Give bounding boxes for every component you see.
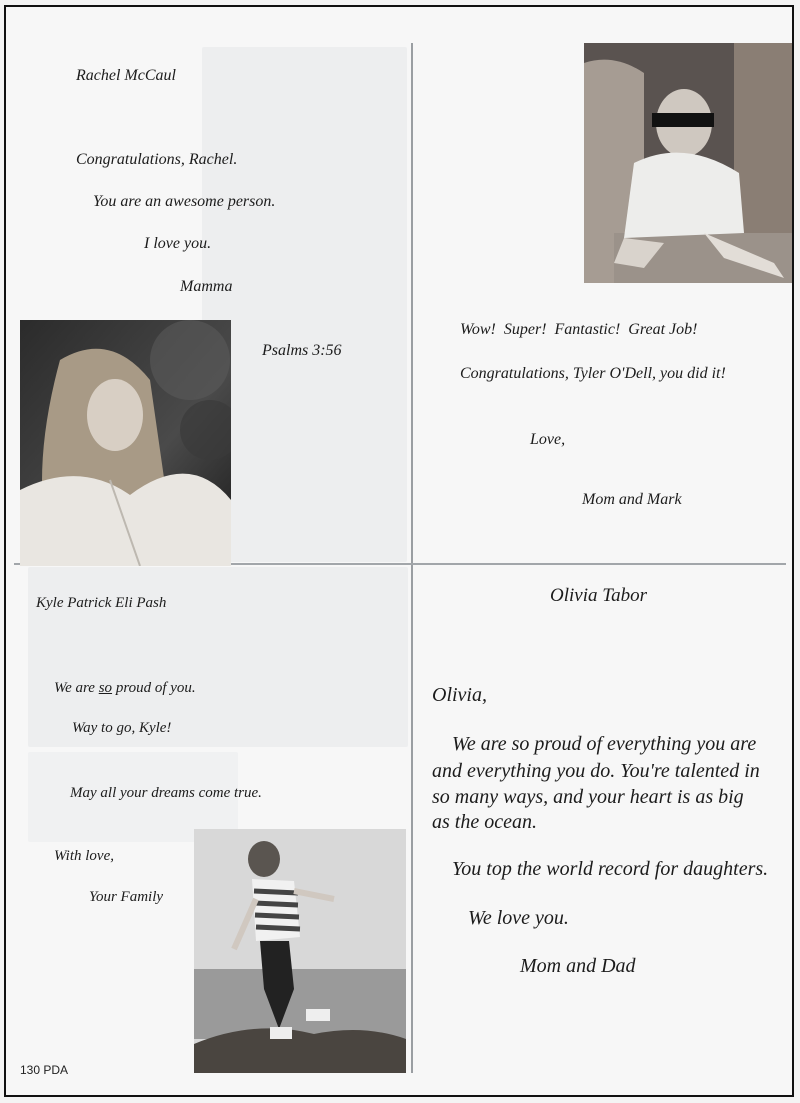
kyle-line4: With love, — [54, 848, 114, 864]
olivia-salutation: Olivia, — [432, 684, 487, 706]
olivia-signature: Mom and Dad — [520, 955, 636, 977]
tyler-line2: Congratulations, Tyler O'Dell, you did it! — [460, 365, 726, 382]
vertical-divider — [411, 43, 413, 1073]
kyle-child-on-rock-photo — [194, 829, 406, 1073]
kyle-line1 — [54, 680, 196, 697]
tyler-signature: Mom and Mark — [582, 491, 682, 508]
kyle-line2: Way to go, Kyle! — [72, 720, 172, 736]
kyle-name: Kyle Patrick Eli Pash — [36, 595, 167, 611]
olivia-para1-line2: and everything you do. You're talented in — [432, 760, 760, 782]
rachel-line1: Congratulations, Rachel. — [76, 151, 238, 168]
kyle-line3: May all your dreams come true. — [70, 785, 262, 801]
rachel-line2: You are an awesome person. — [93, 193, 276, 210]
tyler-line3: Love, — [530, 431, 566, 448]
page-folio: 130 PDA — [20, 1063, 69, 1077]
tyler-line1: Wow! Super! Fantastic! Great Job! — [460, 321, 698, 338]
kyle-line1-post: proud of you. — [112, 680, 196, 696]
kyle-signature: Your Family — [89, 889, 164, 905]
yearbook-page — [4, 5, 794, 1097]
olivia-para2: You top the world record for daughters. — [452, 858, 769, 880]
olivia-para1-line1: We are so proud of everything you are — [452, 733, 757, 755]
kyle-line1-pre: We are — [54, 680, 99, 696]
olivia-line3: We love you. — [468, 907, 569, 929]
rachel-name: Rachel McCaul — [76, 67, 176, 84]
rachel-line3: I love you. — [144, 235, 212, 252]
rachel-portrait-photo — [20, 320, 231, 566]
rachel-verse: Psalms 3:56 — [262, 342, 342, 359]
bleed-through-block — [202, 47, 407, 562]
olivia-para1-line4: as the ocean. — [432, 811, 537, 833]
olivia-name: Olivia Tabor — [550, 585, 647, 606]
kyle-line1-emphasis: so — [98, 680, 113, 696]
rachel-signature: Mamma — [180, 278, 233, 295]
tyler-child-in-chair-photo — [584, 43, 794, 283]
olivia-para1-line3: so many ways, and your heart is as big — [432, 786, 744, 808]
